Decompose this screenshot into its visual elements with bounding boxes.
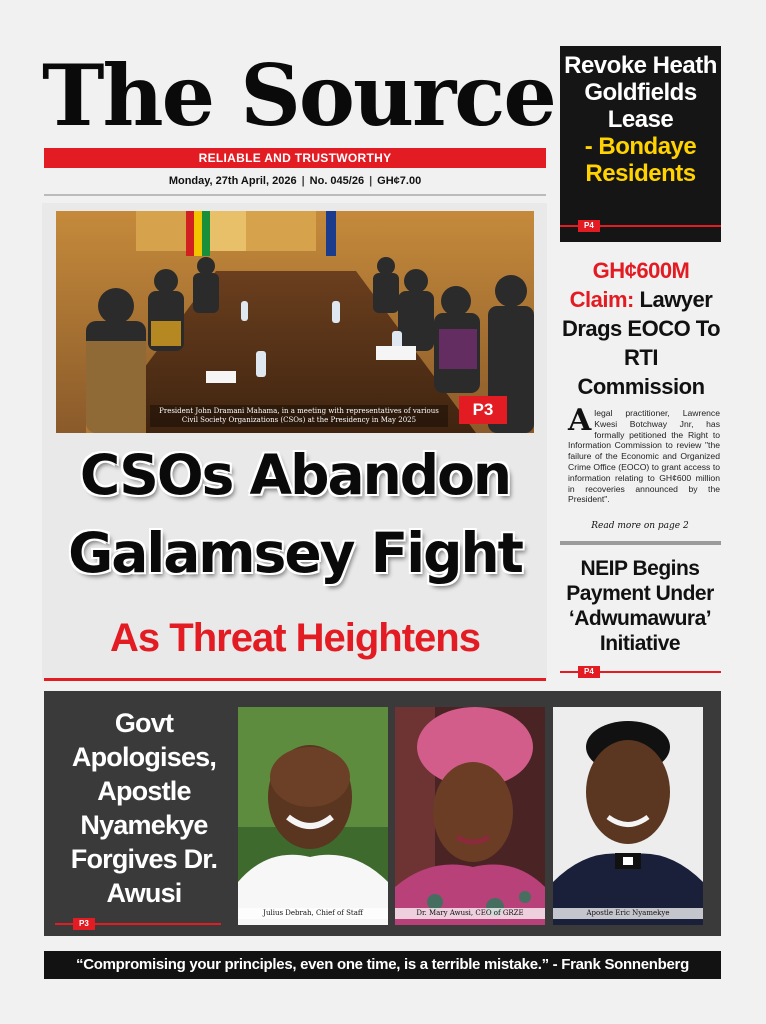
drop-cap: A [568, 403, 592, 438]
divider [560, 541, 721, 545]
portrait-caption: Apostle Eric Nyamekye [553, 908, 703, 919]
separator: | [301, 175, 305, 187]
divider [44, 194, 546, 196]
page-tag-bar [560, 666, 721, 678]
issue-price: GH¢7.00 [377, 175, 422, 187]
portrait-mary-awusi[interactable] [395, 707, 545, 925]
divider [44, 678, 546, 681]
headline-highlight: Claim: [569, 287, 634, 312]
lead-headline[interactable] [44, 436, 546, 592]
story-eoco-text: legal practitioner, Lawrence Kwesi Botchway Jnr, has formally petitioned the Right to Information Commission to review "the failure of the Economic and Organized Crime Office (EOCO) to grant access to information relating to GH¢600 million in recoveries announced by the President". [568, 408, 720, 505]
portrait-eric-nyamekye[interactable] [553, 707, 703, 925]
read-more-link[interactable]: Read more on page 2 [591, 521, 689, 531]
story-eoco-body [568, 403, 720, 505]
masthead-title: The Source [42, 46, 555, 145]
lead-page-badge: P3 [459, 396, 507, 424]
lead-headline-line1: CSOs Abandon [79, 443, 511, 507]
photo-caption: President John Dramani Mahama, in a meeting with representatives of various Civil Society Organizations (CSOs) at the Presidency in May 2025 [150, 405, 448, 427]
story-eoco-headline [558, 256, 724, 401]
issue-number: No. 045/26 [309, 175, 365, 187]
sidebar-top-story[interactable] [560, 46, 721, 242]
page-tag: P3 [73, 918, 95, 930]
page-tag: P4 [578, 220, 600, 232]
tagline: RELIABLE AND TRUSTWORTHY [44, 148, 546, 168]
quote-bar: “Compromising your principles, even one time, is a terrible mistake.” - Frank Sonnenberg [44, 951, 721, 979]
sidebar-top-attribution: - Bondaye Residents [584, 133, 697, 187]
separator: | [369, 175, 373, 187]
lead-headline-line2: Galamsey Fight [68, 521, 522, 585]
portrait-caption: Dr. Mary Awusi, CEO of GRZE [395, 908, 545, 919]
headline-highlight: GH¢600M [592, 258, 690, 283]
masthead [42, 40, 555, 152]
portrait-julius-debrah[interactable] [238, 707, 388, 925]
portrait-image [553, 707, 703, 925]
sidebar-top-headline: Revoke Heath Goldfields Lease [564, 52, 717, 133]
portrait-caption: Julius Debrah, Chief of Staff [238, 908, 388, 919]
story-neip-headline[interactable]: NEIP Begins Payment Under ‘Adwumawura’ Initiative [566, 557, 714, 655]
headline-text: Lawyer Drags EOCO To RTI Commission [561, 287, 721, 399]
story-eoco[interactable] [558, 256, 724, 401]
bottom-story-headline[interactable]: Govt Apologises, Apostle Nyamekye Forgives Dr. Awusi [70, 708, 218, 908]
portrait-image [395, 707, 545, 925]
portrait-image [238, 707, 388, 925]
page-tag: P4 [578, 666, 600, 678]
issue-date: Monday, 27th April, 2026 [168, 175, 297, 187]
page-tag-bar [560, 220, 721, 232]
lead-subheadline: As Threat Heightens [110, 616, 480, 660]
dateline [44, 172, 546, 190]
page-tag-bar [55, 918, 221, 930]
